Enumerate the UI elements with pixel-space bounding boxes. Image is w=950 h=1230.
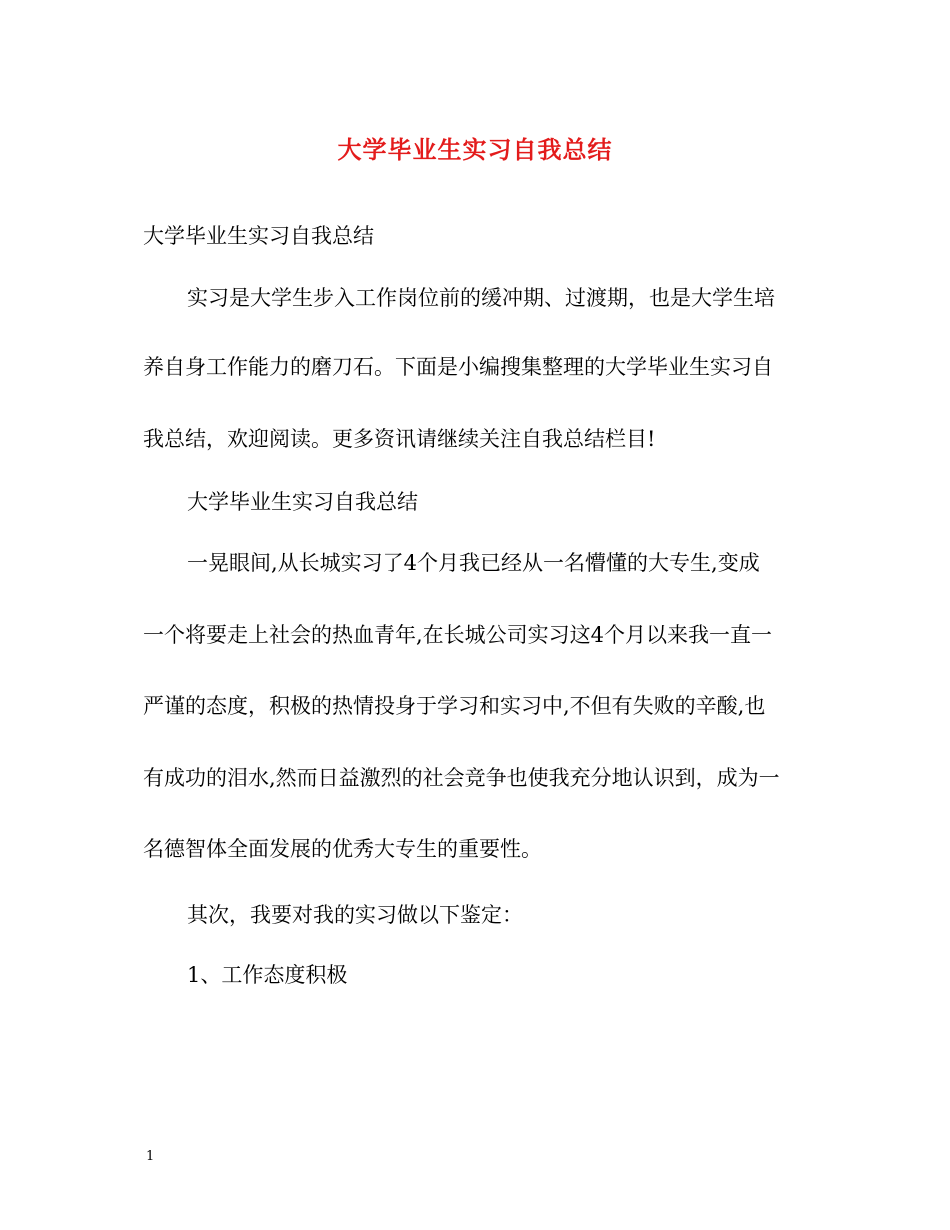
document-title: 大学毕业生实习自我总结 — [337, 136, 613, 164]
intro-line-1: 实习是大学生步入工作岗位前的缓冲期、过渡期，也是大学生培 — [187, 286, 775, 310]
intro-line-2: 养自身工作能力的磨刀石。下面是小编搜集整理的大学毕业生实习自 — [143, 355, 773, 379]
section-heading: 大学毕业生实习自我总结 — [187, 490, 418, 514]
body-line-3: 严谨的态度，积极的热情投身于学习和实习中,不但有失败的辛酸,也 — [143, 694, 766, 718]
body-line-2: 一个将要走上社会的热血青年,在长城公司实习这4个月以来我一直一 — [143, 623, 773, 647]
document-subtitle: 大学毕业生实习自我总结 — [143, 224, 374, 248]
page-number: 1 — [146, 1149, 155, 1164]
body-line-1: 一晃眼间,从长城实习了4个月我已经从一名懵懂的大专生,变成 — [187, 551, 760, 575]
body-line-4: 有成功的泪水,然而日益激烈的社会竞争也使我充分地认识到，成为一 — [143, 766, 780, 790]
body-line-5: 名德智体全面发展的优秀大专生的重要性。 — [143, 837, 542, 861]
intro-line-3: 我总结，欢迎阅读。更多资讯请继续关注自我总结栏目! — [143, 427, 656, 451]
list-item-1: 1、工作态度积极 — [187, 963, 348, 987]
next-paragraph: 其次，我要对我的实习做以下鉴定： — [187, 903, 523, 927]
